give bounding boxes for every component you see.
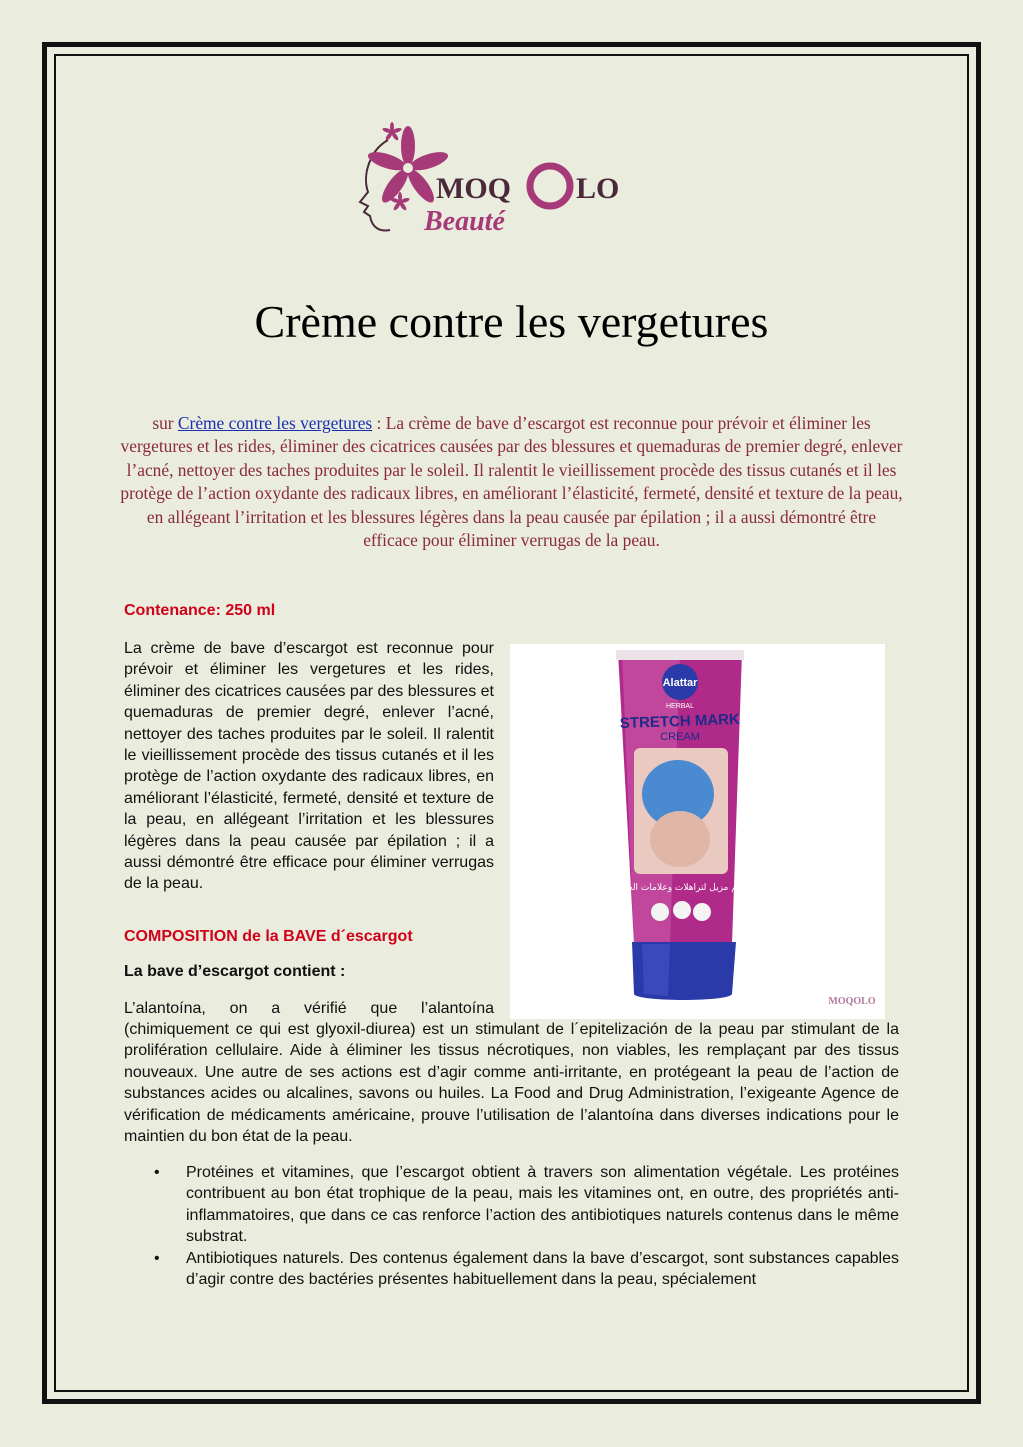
contenance-heading: Contenance: 250 ml: [124, 602, 276, 619]
intro-paragraph: [118, 412, 905, 552]
list-item-text: Antibiotiques naturels. Des contenus également dans la bave d’escargot, sont substances capables d’agir contre des bactéries présentes habituellement dans la peau, spécialement: [186, 1249, 899, 1289]
product-name-2: CREAM: [660, 731, 700, 743]
composition-list: [124, 1162, 899, 1290]
list-item: [124, 1248, 899, 1291]
body-paragraph-1: La crème de bave d’escargot est reconnue pour prévoir et éliminer les vergetures et les rides, éliminer des cicatrices causées par des blessures et quemaduras de premier degré, enlever l’acné, nettoyer des taches produites par le soleil. Il ralentit le vieillissement procède des tissus cutanés et il les protège de l’action oxydante des radicaux libres, en améliorant l’élasticité, fermeté, densité et texture de la peau, en allégeant l’irritation et les blessures légères dans la peau causée par épilation ; il a aussi démontré être efficace pour éliminer verrugas de la peau.: [124, 640, 494, 893]
svg-text:LO: LO: [576, 172, 620, 205]
list-item: [124, 1162, 899, 1248]
intro-text: : La crème de bave d’escargot est reconnue pour prévoir et éliminer les vergetures et les rides, éliminer des cicatrices causées par des blessures et quemaduras de premier degré, enlever l’acné, nettoyer des taches produites par le soleil. Il ralentit le vieillissement procède des tissus cutanés et il les protège de l’action oxydante des radicaux libres, en améliorant l’élasticité, fermeté, densité et texture de la peau, en allégeant l’irritation et les blessures légères dans la peau causée par épilation ; il a aussi démontré être efficace pour éliminer verrugas de la peau.: [120, 413, 903, 551]
intro-prefix: sur: [152, 413, 178, 433]
bave-heading: La bave d’escargot contient :: [124, 963, 346, 980]
page-title: Crème contre les vergetures: [254, 296, 769, 347]
product-arabic: كريم مزيل لتراهلات وعلامات الحمل: [614, 883, 750, 893]
brand-logo: [350, 120, 640, 245]
product-brand: Alattar: [662, 677, 698, 689]
bullet-icon: •: [154, 1249, 160, 1267]
list-item-text: Protéines et vitamines, que l’escargot obtient à travers son alimentation végétale. Les protéines contribuent au bon état trophique de la peau, mais les vitamines ont, en outre, des propriétés anti-inflammatoires, que dans ce cas renforce l’action des antibiotiques naturels contenus dans le même substrat.: [186, 1164, 899, 1246]
bullet-icon: •: [154, 1164, 160, 1181]
composition-heading: COMPOSITION de la BAVE d´escargot: [124, 928, 413, 945]
product-brand-sub: HERBAL: [665, 703, 695, 710]
intro-link[interactable]: Crème contre les vergetures: [177, 413, 373, 433]
product-image: [510, 644, 885, 1019]
svg-text:Beauté: Beauté: [424, 206, 505, 237]
product-watermark: MOQOLO: [828, 996, 876, 1007]
alantoina-paragraph: (chimiquement ce qui est glyoxil-diurea) est un stimulant de l´epitelización de la peau par stimulant de la prolifération cellulaire. Aide à éliminer les tissus nécrotiques, non viables, les remplaçant par des tissus nouveaux. Une autre de ses actions est d’agir comme anti-irritante, en protégeant la peau de l’action de substances acides ou alcalines, savons ou huiles. La Food and Drug Administration, l’exigeante Agence de vérification de médicaments américaine, prouve l’utilisation de l’alantoína dans diverses indications pour le maintien du bon état de la peau.: [124, 1021, 899, 1146]
svg-text:MOQ: MOQ: [436, 172, 511, 205]
product-name-1: STRETCH MARK: [619, 710, 741, 733]
alantoina-paragraph-start: L’alantoína, on a vérifié que l’alantoína: [124, 1000, 494, 1017]
